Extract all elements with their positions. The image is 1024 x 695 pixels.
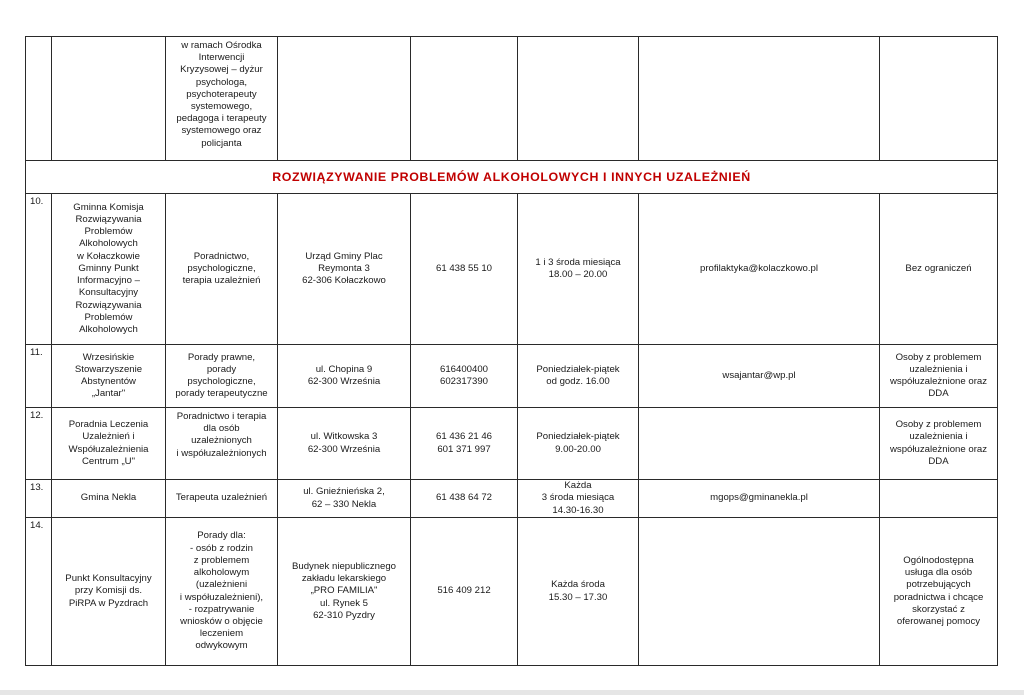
address: Urząd Gminy Plac Reymonta 3 62-306 Kołaczkowo xyxy=(278,194,411,345)
continuation-row xyxy=(26,37,998,161)
email-address: wsajantar@wp.pl xyxy=(639,345,880,408)
section-heading-row xyxy=(26,161,998,194)
section-heading: ROZWIĄZYWANIE PROBLEMÓW ALKOHOLOWYCH I INNYCH UZALEŻNIEŃ xyxy=(26,161,998,194)
table-row xyxy=(26,345,998,408)
cont-email-cell xyxy=(639,37,880,161)
row-number: 12. xyxy=(26,408,52,480)
table-row xyxy=(26,480,998,518)
email-address: mgops@gminanekla.pl xyxy=(639,480,880,518)
recipients xyxy=(880,480,998,518)
services-table xyxy=(25,36,998,666)
cont-nr-cell xyxy=(26,37,52,161)
opening-hours: Poniedziałek-piątek od godz. 16.00 xyxy=(518,345,639,408)
opening-hours: Każda środa 15.30 – 17.30 xyxy=(518,518,639,666)
phone-number: 516 409 212 xyxy=(411,518,518,666)
row-number: 11. xyxy=(26,345,52,408)
address: ul. Gnieźnieńska 2, 62 – 330 Nekla xyxy=(278,480,411,518)
table-row xyxy=(26,518,998,666)
email-address xyxy=(639,518,880,666)
services-offered: Porady dla: - osób z rodzin z problemem alkoholowym (uzależnieni i współuzależnieni), - rozpatrywanie wniosków o objęcie leczeniem odwykowym xyxy=(166,518,278,666)
institution-name: Gminna Komisja Rozwiązywania Problemów Alkoholowych w Kołaczkowie Gminny Punkt Informacyjno – Konsultacyjny Rozwiązywania Problemów Alkoholowych xyxy=(52,194,166,345)
table-row xyxy=(26,408,998,480)
row-number: 10. xyxy=(26,194,52,345)
row-number: 13. xyxy=(26,480,52,518)
services-offered: Terapeuta uzależnień xyxy=(166,480,278,518)
table-row xyxy=(26,194,998,345)
opening-hours: 1 i 3 środa miesiąca 18.00 – 20.00 xyxy=(518,194,639,345)
email-address: profilaktyka@kolaczkowo.pl xyxy=(639,194,880,345)
recipients: Bez ograniczeń xyxy=(880,194,998,345)
row-number: 14. xyxy=(26,518,52,666)
cont-hours-cell xyxy=(518,37,639,161)
services-offered: Poradnictwo, psychologiczne, terapia uzależnień xyxy=(166,194,278,345)
phone-number: 61 438 64 72 xyxy=(411,480,518,518)
services-offered: Poradnictwo i terapia dla osób uzależnionych i współuzależnionych xyxy=(166,408,278,480)
cont-phone-cell xyxy=(411,37,518,161)
phone-number: 616400400 602317390 xyxy=(411,345,518,408)
cont-services-cell: w ramach Ośrodka Interwencji Kryzysowej – dyżur psychologa, psychoterapeuty systemowego, pedagoga i terapeuty systemowego oraz policjanta xyxy=(166,37,278,161)
institution-name: Wrzesińskie Stowarzyszenie Abstynentów „Jantar" xyxy=(52,345,166,408)
address: ul. Witkowska 3 62-300 Września xyxy=(278,408,411,480)
email-address xyxy=(639,408,880,480)
cont-name-cell xyxy=(52,37,166,161)
opening-hours: Każda 3 środa miesiąca 14.30-16.30 xyxy=(518,480,639,518)
recipients: Ogólnodostępna usługa dla osób potrzebujących poradnictwa i chcące skorzystać z oferowanej pomocy xyxy=(880,518,998,666)
institution-name: Poradnia Leczenia Uzależnień i Współuzależnienia Centrum „U" xyxy=(52,408,166,480)
institution-name: Punkt Konsultacyjny przy Komisji ds. PiRPA w Pyzdrach xyxy=(52,518,166,666)
cont-address-cell xyxy=(278,37,411,161)
services-offered: Porady prawne, porady psychologiczne, porady terapeutyczne xyxy=(166,345,278,408)
viewer-bottom-edge xyxy=(0,690,1024,695)
recipients: Osoby z problemem uzależnienia i współuzależnione oraz DDA xyxy=(880,408,998,480)
address: ul. Chopina 9 62-300 Września xyxy=(278,345,411,408)
institution-name: Gmina Nekla xyxy=(52,480,166,518)
opening-hours: Poniedziałek-piątek 9.00-20.00 xyxy=(518,408,639,480)
address: Budynek niepublicznego zakładu lekarskiego „PRO FAMILIA" ul. Rynek 5 62-310 Pyzdry xyxy=(278,518,411,666)
phone-number: 61 436 21 46 601 371 997 xyxy=(411,408,518,480)
cont-recipients-cell xyxy=(880,37,998,161)
phone-number: 61 438 55 10 xyxy=(411,194,518,345)
recipients: Osoby z problemem uzależnienia i współuzależnione oraz DDA xyxy=(880,345,998,408)
